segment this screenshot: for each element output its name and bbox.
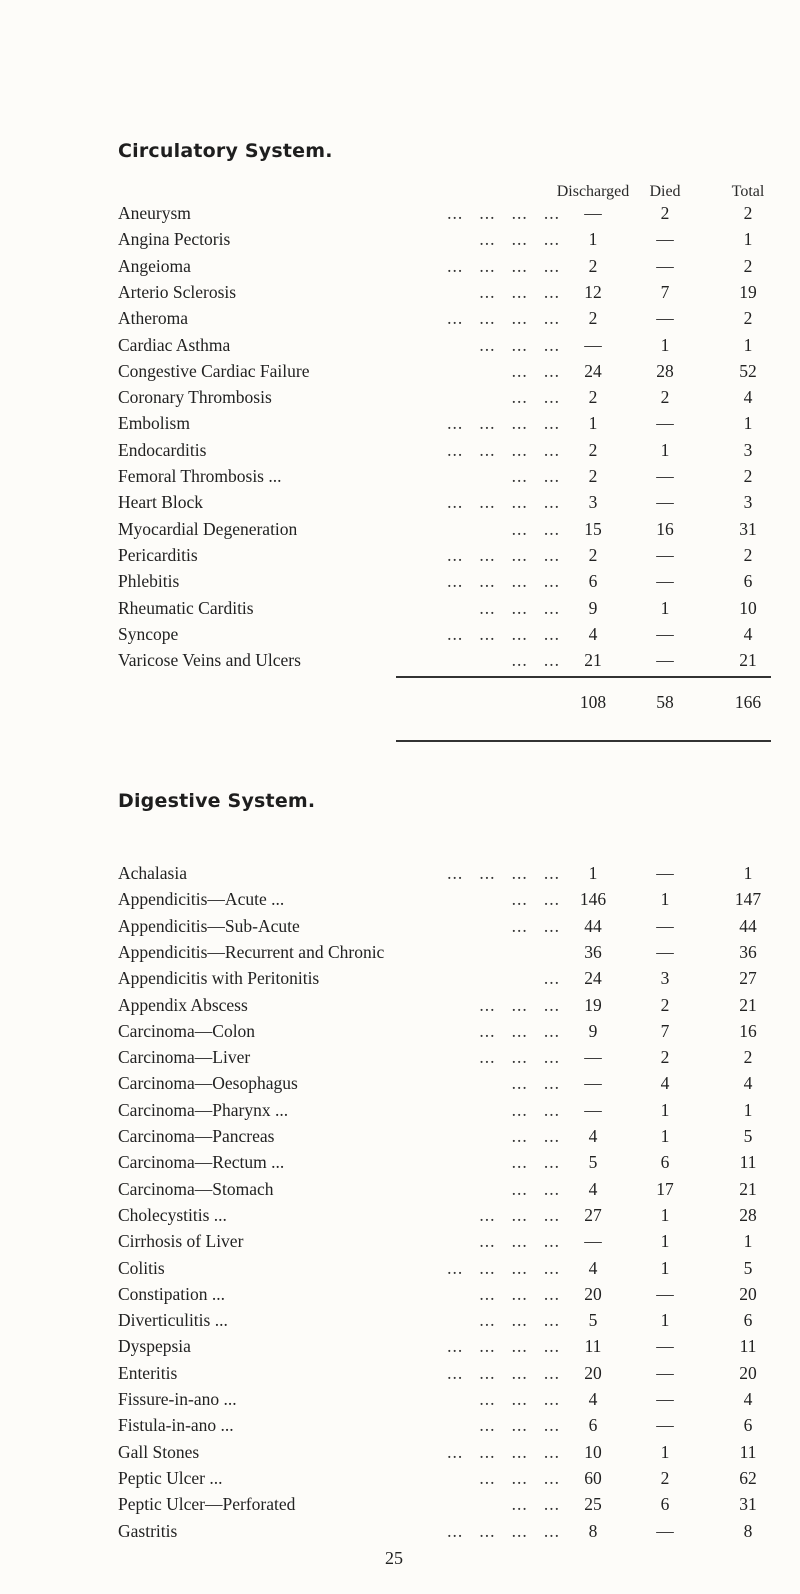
table-row bbox=[0, 1228, 800, 1255]
cell-discharged: 2 bbox=[588, 308, 598, 329]
cell-died: 4 bbox=[660, 1073, 670, 1094]
row-label: Appendicitis—Acute ... bbox=[118, 889, 285, 910]
cell-total: 2 bbox=[743, 255, 753, 276]
table-row bbox=[0, 1149, 800, 1176]
row-leader-dots: ... ... bbox=[511, 1099, 560, 1120]
cell-died: — bbox=[656, 466, 674, 486]
cell-total: 3 bbox=[743, 439, 753, 460]
table-row bbox=[0, 305, 800, 332]
cell-died: — bbox=[656, 941, 674, 962]
cell-died: — bbox=[656, 1362, 674, 1383]
cell-total: 6 bbox=[743, 1415, 753, 1436]
cell-died: 1 bbox=[660, 1310, 670, 1331]
cell-died: — bbox=[656, 623, 674, 644]
row-leader-dots: ... ... bbox=[511, 1152, 560, 1173]
cell-died: 2 bbox=[660, 1467, 670, 1488]
cell-died: — bbox=[656, 255, 674, 276]
row-label: Atheroma bbox=[118, 308, 188, 329]
col-died-header: Died bbox=[649, 183, 681, 200]
cell-died: 1 bbox=[660, 1099, 670, 1120]
row-label: Carcinoma—Pharynx ... bbox=[118, 1099, 289, 1120]
row-leader-dots: ... ... ... ... bbox=[447, 1520, 560, 1541]
cell-discharged: 12 bbox=[584, 281, 602, 302]
row-leader-dots: ... ... ... bbox=[479, 229, 560, 250]
cell-discharged: — bbox=[584, 1073, 602, 1094]
row-label: Endocarditis bbox=[118, 439, 207, 460]
table-row bbox=[0, 1281, 800, 1308]
cell-died: 6 bbox=[660, 1494, 670, 1515]
row-leader-dots: ... ... bbox=[511, 360, 560, 381]
cell-discharged: 1 bbox=[588, 863, 598, 883]
cell-died: 7 bbox=[660, 1020, 670, 1041]
cell-discharged: 11 bbox=[584, 1336, 602, 1357]
cell-total: 6 bbox=[743, 1310, 753, 1331]
cell-total: 31 bbox=[739, 518, 757, 539]
table-row bbox=[0, 1412, 800, 1439]
row-label: Angeioma bbox=[118, 255, 191, 276]
row-leader-dots: ... ... ... bbox=[479, 1047, 560, 1068]
page-number: 25 bbox=[385, 1548, 403, 1568]
row-leader-dots: ... ... ... ... bbox=[447, 544, 560, 565]
row-leader-dots: ... ... bbox=[511, 1126, 560, 1146]
cell-died: — bbox=[656, 863, 674, 883]
cell-total: 5 bbox=[743, 1257, 753, 1278]
table-row bbox=[0, 1333, 800, 1360]
row-leader-dots: ... ... bbox=[511, 1073, 560, 1094]
row-label: Heart Block bbox=[118, 492, 204, 513]
row-label: Peptic Ulcer ... bbox=[118, 1467, 223, 1488]
row-leader-dots: ... ... ... ... bbox=[447, 863, 560, 883]
cell-discharged: 60 bbox=[584, 1467, 602, 1488]
table-row bbox=[0, 253, 800, 280]
cell-total: 11 bbox=[739, 1441, 757, 1462]
table-row bbox=[0, 1097, 800, 1124]
cell-discharged: 1 bbox=[588, 229, 598, 250]
row-leader-dots: ... ... ... bbox=[479, 1283, 560, 1304]
cell-total: 2 bbox=[743, 308, 753, 329]
total-total: 166 bbox=[734, 692, 762, 712]
digestive-title: Digestive System. bbox=[118, 790, 316, 812]
table-row bbox=[0, 965, 800, 992]
table-row bbox=[0, 463, 800, 490]
cell-total: 1 bbox=[743, 229, 753, 250]
row-label: Dyspepsia bbox=[118, 1336, 191, 1357]
cell-discharged: 8 bbox=[588, 1520, 598, 1541]
table-row bbox=[0, 410, 800, 437]
row-label: Pericarditis bbox=[118, 544, 198, 565]
cell-discharged: 20 bbox=[584, 1362, 602, 1383]
table-row bbox=[0, 516, 800, 543]
cell-discharged: 36 bbox=[584, 941, 602, 962]
cell-discharged: — bbox=[584, 203, 602, 223]
row-label: Carcinoma—Pancreas bbox=[118, 1126, 275, 1146]
cell-discharged: 19 bbox=[584, 994, 602, 1015]
cell-died: — bbox=[656, 1336, 674, 1357]
cell-total: 147 bbox=[734, 889, 762, 910]
row-label: Appendicitis—Recurrent and Chronic bbox=[118, 941, 385, 962]
cell-discharged: 4 bbox=[588, 1389, 598, 1409]
cell-discharged: 2 bbox=[588, 466, 598, 486]
row-label: Achalasia bbox=[118, 863, 187, 883]
cell-died: 1 bbox=[660, 889, 670, 910]
cell-total: 2 bbox=[743, 203, 753, 223]
row-label: Carcinoma—Oesophagus bbox=[118, 1073, 298, 1094]
table-row bbox=[0, 437, 800, 464]
cell-discharged: 4 bbox=[588, 623, 598, 644]
cell-total: 31 bbox=[739, 1494, 757, 1515]
row-label: Carcinoma—Colon bbox=[118, 1020, 256, 1041]
cell-died: 1 bbox=[660, 1204, 670, 1225]
cell-total: 10 bbox=[739, 597, 757, 618]
row-leader-dots: ... ... ... bbox=[479, 334, 560, 355]
cell-discharged: 2 bbox=[588, 439, 598, 460]
table-row bbox=[0, 1465, 800, 1492]
cell-total: 2 bbox=[743, 1047, 753, 1068]
table-row bbox=[0, 279, 800, 306]
row-leader-dots: ... bbox=[543, 968, 560, 989]
cell-died: 2 bbox=[660, 387, 670, 408]
row-label: Appendix Abscess bbox=[118, 994, 248, 1015]
cell-total: 19 bbox=[739, 281, 757, 302]
row-label: Cholecystitis ... bbox=[118, 1204, 227, 1225]
row-label: Angina Pectoris bbox=[118, 229, 231, 250]
table-row bbox=[0, 1044, 800, 1071]
row-label: Cardiac Asthma bbox=[118, 334, 231, 355]
row-label: Arterio Sclerosis bbox=[118, 281, 237, 302]
table-row bbox=[0, 913, 800, 940]
cell-total: 11 bbox=[739, 1152, 757, 1173]
cell-total: 21 bbox=[739, 1178, 757, 1199]
row-label: Syncope bbox=[118, 623, 179, 644]
cell-discharged: 4 bbox=[588, 1257, 598, 1278]
table-row bbox=[0, 1070, 800, 1097]
circulatory-title: Circulatory System. bbox=[118, 140, 333, 162]
table-row bbox=[0, 992, 800, 1019]
cell-total: 8 bbox=[743, 1520, 753, 1541]
cell-died: 1 bbox=[660, 597, 670, 618]
totals-top-rule bbox=[396, 676, 771, 678]
cell-discharged: — bbox=[584, 1047, 602, 1068]
table-row bbox=[0, 1360, 800, 1387]
cell-discharged: 9 bbox=[588, 1020, 598, 1041]
total-died: 58 bbox=[656, 692, 674, 712]
cell-total: 11 bbox=[739, 1336, 757, 1357]
row-label: Peptic Ulcer—Perforated bbox=[118, 1494, 296, 1515]
row-label: Cirrhosis of Liver bbox=[118, 1231, 244, 1252]
table-row bbox=[0, 1439, 800, 1466]
cell-discharged: 15 bbox=[584, 518, 602, 539]
col-total-header: Total bbox=[731, 183, 765, 200]
cell-total: 4 bbox=[743, 623, 753, 644]
row-leader-dots: ... ... bbox=[511, 915, 560, 936]
col-discharged-header: Discharged bbox=[556, 183, 630, 200]
row-leader-dots: ... ... ... bbox=[479, 1310, 560, 1331]
cell-discharged: 20 bbox=[584, 1283, 602, 1304]
cell-died: — bbox=[656, 1415, 674, 1436]
cell-died: 1 bbox=[660, 334, 670, 355]
row-leader-dots: ... ... ... ... bbox=[447, 1441, 560, 1462]
cell-discharged: 21 bbox=[584, 650, 602, 671]
row-label: Gastritis bbox=[118, 1520, 178, 1541]
row-leader-dots: ... ... ... bbox=[479, 1389, 560, 1409]
totals-bottom-rule bbox=[396, 740, 771, 742]
table-row bbox=[0, 647, 800, 674]
cell-died: — bbox=[656, 492, 674, 513]
row-leader-dots: ... ... bbox=[511, 650, 560, 671]
cell-total: 1 bbox=[743, 413, 753, 434]
table-row bbox=[0, 1307, 800, 1334]
table-row bbox=[0, 1123, 800, 1150]
table-row bbox=[0, 1176, 800, 1203]
cell-total: 5 bbox=[743, 1126, 753, 1146]
cell-died: — bbox=[656, 571, 674, 592]
cell-total: 36 bbox=[739, 941, 757, 962]
cell-total: 4 bbox=[743, 1073, 753, 1094]
cell-total: 52 bbox=[739, 360, 757, 381]
row-leader-dots: ... ... ... ... bbox=[447, 1257, 560, 1278]
cell-discharged: 24 bbox=[584, 968, 602, 989]
row-leader-dots: ... ... ... ... bbox=[447, 203, 560, 223]
table-row bbox=[0, 226, 800, 253]
row-leader-dots: ... ... ... ... bbox=[447, 308, 560, 329]
cell-died: — bbox=[656, 229, 674, 250]
cell-total: 21 bbox=[739, 650, 757, 671]
row-leader-dots: ... ... bbox=[511, 889, 560, 910]
cell-total: 3 bbox=[743, 492, 753, 513]
cell-died: 2 bbox=[660, 994, 670, 1015]
row-label: Aneurysm bbox=[118, 203, 191, 223]
row-leader-dots: ... ... ... ... bbox=[447, 413, 560, 434]
cell-died: 1 bbox=[660, 1257, 670, 1278]
table-row bbox=[0, 358, 800, 385]
cell-total: 20 bbox=[739, 1362, 757, 1383]
row-leader-dots: ... ... bbox=[511, 466, 560, 486]
cell-discharged: 27 bbox=[584, 1204, 602, 1225]
cell-died: — bbox=[656, 1520, 674, 1541]
row-label: Colitis bbox=[118, 1257, 165, 1278]
cell-died: — bbox=[656, 1283, 674, 1304]
cell-died: — bbox=[656, 915, 674, 936]
row-leader-dots: ... ... bbox=[511, 1494, 560, 1515]
cell-died: 2 bbox=[660, 1047, 670, 1068]
row-label: Enteritis bbox=[118, 1362, 178, 1383]
cell-total: 44 bbox=[739, 915, 757, 936]
table-row bbox=[0, 886, 800, 913]
cell-died: — bbox=[656, 1389, 674, 1409]
row-label: Carcinoma—Rectum ... bbox=[118, 1152, 285, 1173]
row-leader-dots: ... ... ... ... bbox=[447, 492, 560, 513]
table-row bbox=[0, 860, 800, 887]
row-label: Carcinoma—Liver bbox=[118, 1047, 251, 1068]
cell-discharged: 146 bbox=[579, 889, 607, 910]
table-row bbox=[0, 1255, 800, 1282]
cell-died: — bbox=[656, 308, 674, 329]
cell-discharged: 2 bbox=[588, 544, 598, 565]
row-leader-dots: ... ... ... bbox=[479, 1467, 560, 1488]
cell-discharged: — bbox=[584, 334, 602, 355]
cell-discharged: 9 bbox=[588, 597, 598, 618]
row-label: Appendicitis with Peritonitis bbox=[118, 968, 320, 989]
cell-discharged: 6 bbox=[588, 571, 598, 592]
row-leader-dots: ... ... ... ... bbox=[447, 1362, 560, 1383]
row-label: Carcinoma—Stomach bbox=[118, 1178, 274, 1199]
cell-discharged: 5 bbox=[588, 1310, 598, 1331]
cell-total: 27 bbox=[739, 968, 757, 989]
cell-discharged: 44 bbox=[584, 915, 602, 936]
row-leader-dots: ... ... bbox=[511, 518, 560, 539]
cell-discharged: — bbox=[584, 1231, 602, 1252]
cell-died: 1 bbox=[660, 1441, 670, 1462]
cell-total: 1 bbox=[743, 1231, 753, 1252]
cell-died: 28 bbox=[656, 360, 674, 381]
cell-discharged: 2 bbox=[588, 387, 598, 408]
cell-discharged: 5 bbox=[588, 1152, 598, 1173]
row-leader-dots: ... ... ... bbox=[479, 1415, 560, 1436]
table-row bbox=[0, 595, 800, 622]
cell-discharged: 4 bbox=[588, 1126, 598, 1146]
cell-died: — bbox=[656, 544, 674, 565]
cell-total: 1 bbox=[743, 1099, 753, 1120]
cell-discharged: 3 bbox=[588, 492, 598, 513]
table-row bbox=[0, 939, 800, 966]
table-row bbox=[0, 1018, 800, 1045]
row-label: Embolism bbox=[118, 413, 190, 434]
cell-died: 1 bbox=[660, 439, 670, 460]
cell-died: 1 bbox=[660, 1126, 670, 1146]
cell-total: 6 bbox=[743, 571, 753, 592]
cell-died: 16 bbox=[656, 518, 674, 539]
table-row bbox=[0, 489, 800, 516]
table-row bbox=[0, 542, 800, 569]
row-label: Constipation ... bbox=[118, 1283, 225, 1304]
cell-died: 3 bbox=[660, 968, 670, 989]
row-leader-dots: ... ... ... bbox=[479, 281, 560, 302]
row-leader-dots: ... ... ... bbox=[479, 1231, 560, 1252]
row-leader-dots: ... ... bbox=[511, 387, 560, 408]
row-label: Diverticulitis ... bbox=[118, 1310, 228, 1331]
cell-died: 17 bbox=[656, 1178, 674, 1199]
circulatory-totals-row bbox=[0, 689, 800, 716]
cell-discharged: 4 bbox=[588, 1178, 598, 1199]
row-leader-dots: ... ... ... ... bbox=[447, 439, 560, 460]
table-row bbox=[0, 384, 800, 411]
row-leader-dots: ... ... ... ... bbox=[447, 623, 560, 644]
cell-died: 7 bbox=[660, 281, 670, 302]
table-row bbox=[0, 332, 800, 359]
table-row bbox=[0, 1202, 800, 1229]
table-row bbox=[0, 621, 800, 648]
row-leader-dots: ... ... ... ... bbox=[447, 571, 560, 592]
cell-total: 2 bbox=[743, 544, 753, 565]
table-row bbox=[0, 200, 800, 227]
row-label: Gall Stones bbox=[118, 1441, 200, 1462]
cell-discharged: 1 bbox=[588, 413, 598, 434]
cell-total: 1 bbox=[743, 334, 753, 355]
cell-discharged: 2 bbox=[588, 255, 598, 276]
cell-died: 6 bbox=[660, 1152, 670, 1173]
row-label: Appendicitis—Sub-Acute bbox=[118, 915, 300, 936]
cell-total: 28 bbox=[739, 1204, 757, 1225]
row-label: Coronary Thrombosis bbox=[118, 387, 272, 408]
cell-total: 20 bbox=[739, 1283, 757, 1304]
cell-died: 2 bbox=[660, 203, 670, 223]
table-row bbox=[0, 1491, 800, 1518]
cell-total: 62 bbox=[739, 1467, 757, 1488]
cell-died: 1 bbox=[660, 1231, 670, 1252]
row-leader-dots: ... ... ... bbox=[479, 1020, 560, 1041]
table-row bbox=[0, 1386, 800, 1413]
row-label: Congestive Cardiac Failure bbox=[118, 360, 310, 381]
table-row bbox=[0, 568, 800, 595]
cell-discharged: 24 bbox=[584, 360, 602, 381]
row-label: Phlebitis bbox=[118, 571, 180, 592]
row-label: Myocardial Degeneration bbox=[118, 518, 298, 539]
row-label: Varicose Veins and Ulcers bbox=[118, 650, 301, 671]
cell-total: 1 bbox=[743, 863, 753, 883]
total-discharged: 108 bbox=[579, 692, 607, 712]
table-row bbox=[0, 1518, 800, 1545]
cell-died: — bbox=[656, 650, 674, 671]
row-leader-dots: ... ... ... ... bbox=[447, 1336, 560, 1357]
row-leader-dots: ... ... ... bbox=[479, 994, 560, 1015]
row-label: Femoral Thrombosis ... bbox=[118, 466, 282, 486]
cell-total: 2 bbox=[743, 466, 753, 486]
row-leader-dots: ... ... ... bbox=[479, 1204, 560, 1225]
cell-discharged: 25 bbox=[584, 1494, 602, 1515]
cell-total: 21 bbox=[739, 994, 757, 1015]
cell-total: 4 bbox=[743, 387, 753, 408]
cell-discharged: — bbox=[584, 1099, 602, 1120]
row-leader-dots: ... ... ... bbox=[479, 597, 560, 618]
row-label: Fissure-in-ano ... bbox=[118, 1389, 237, 1409]
cell-died: — bbox=[656, 413, 674, 434]
row-leader-dots: ... ... bbox=[511, 1178, 560, 1199]
cell-total: 4 bbox=[743, 1389, 753, 1409]
row-label: Fistula-in-ano ... bbox=[118, 1415, 234, 1436]
cell-total: 16 bbox=[739, 1020, 757, 1041]
cell-discharged: 6 bbox=[588, 1415, 598, 1436]
row-label: Rheumatic Carditis bbox=[118, 597, 254, 618]
row-leader-dots: ... ... ... ... bbox=[447, 255, 560, 276]
cell-discharged: 10 bbox=[584, 1441, 602, 1462]
